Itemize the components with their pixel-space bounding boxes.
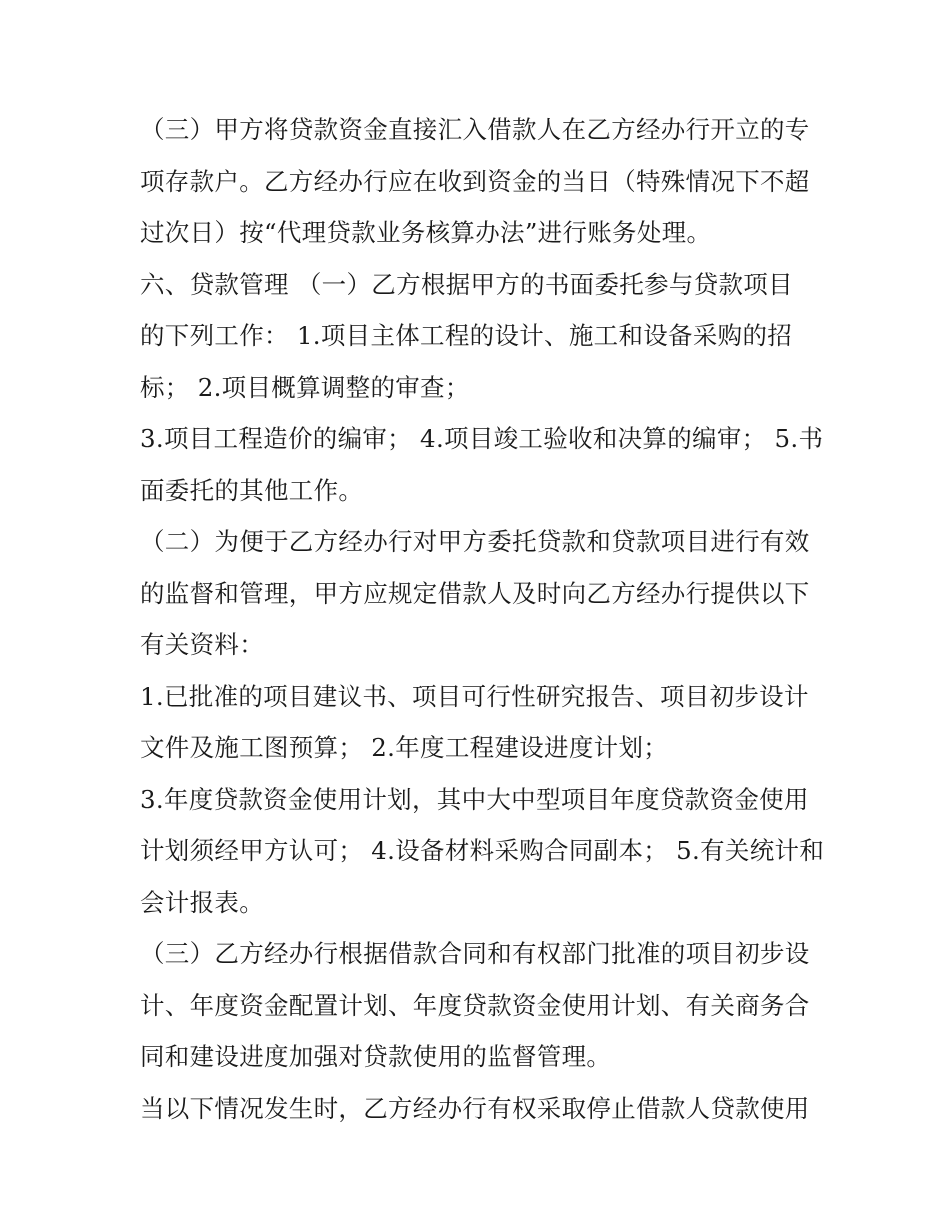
- text-line: （二）为便于乙方经办行对甲方委托贷款和贷款项目进行有效: [140, 527, 810, 556]
- text-line: 有关资料：: [140, 630, 264, 659]
- text-line: 同和建设进度加强对贷款使用的监督管理。: [140, 1042, 612, 1071]
- text-line: 的下列工作： 1.项目主体工程的设计、施工和设备采购的招: [140, 321, 793, 350]
- text-line: 文件及施工图预算； 2.年度工程建设进度计划；: [140, 733, 669, 762]
- text-line: （三）乙方经办行根据借款合同和有权部门批准的项目初步设: [140, 939, 810, 968]
- document-body: [140, 104, 825, 1134]
- text-line: 过次日）按“代理贷款业务核算办法”进行账务处理。: [140, 218, 712, 247]
- text-line: 当以下情况发生时，乙方经办行有权采取停止借款人贷款使用: [140, 1093, 810, 1123]
- text-line: 计、年度资金配置计划、年度贷款资金使用计划、有关商务合: [140, 990, 810, 1020]
- paragraph-cost-review: [140, 413, 824, 516]
- paragraph-fund-transfer: [140, 104, 820, 259]
- paragraph-supervision: [140, 516, 820, 671]
- text-line: 面委托的其他工作。: [140, 475, 364, 505]
- text-line: 1.已批准的项目建议书、项目可行性研究报告、项目初步设计: [140, 681, 809, 711]
- text-line: 六、贷款管理 （一）乙方根据甲方的书面委托参与贷款项目: [140, 269, 793, 299]
- text-line: （三）甲方将贷款资金直接汇入借款人在乙方经办行开立的专: [140, 115, 810, 144]
- text-line: 的监督和管理，甲方应规定借款人及时向乙方经办行提供以下: [140, 578, 810, 608]
- paragraph-stop-conditions: [140, 1083, 820, 1135]
- paragraph-bank-supervision: [140, 928, 820, 1083]
- paragraph-approved-documents: [140, 671, 820, 774]
- text-line: 计划须经甲方认可； 4.设备材料采购合同副本； 5.有关统计和: [140, 836, 825, 865]
- text-line: 项存款户。乙方经办行应在收到资金的当日（特殊情况下不超: [140, 166, 810, 196]
- text-line: 会计报表。: [140, 887, 264, 917]
- text-line: 3.年度贷款资金使用计划，其中大中型项目年度贷款资金使用: [140, 784, 809, 814]
- text-line: 标； 2.项目概算调整的审查；: [140, 372, 470, 402]
- paragraph-loan-management: [140, 259, 820, 414]
- text-line: 3.项目工程造价的编审； 4.项目竣工验收和决算的编审； 5.书: [140, 424, 824, 453]
- paragraph-annual-plan: [140, 774, 825, 929]
